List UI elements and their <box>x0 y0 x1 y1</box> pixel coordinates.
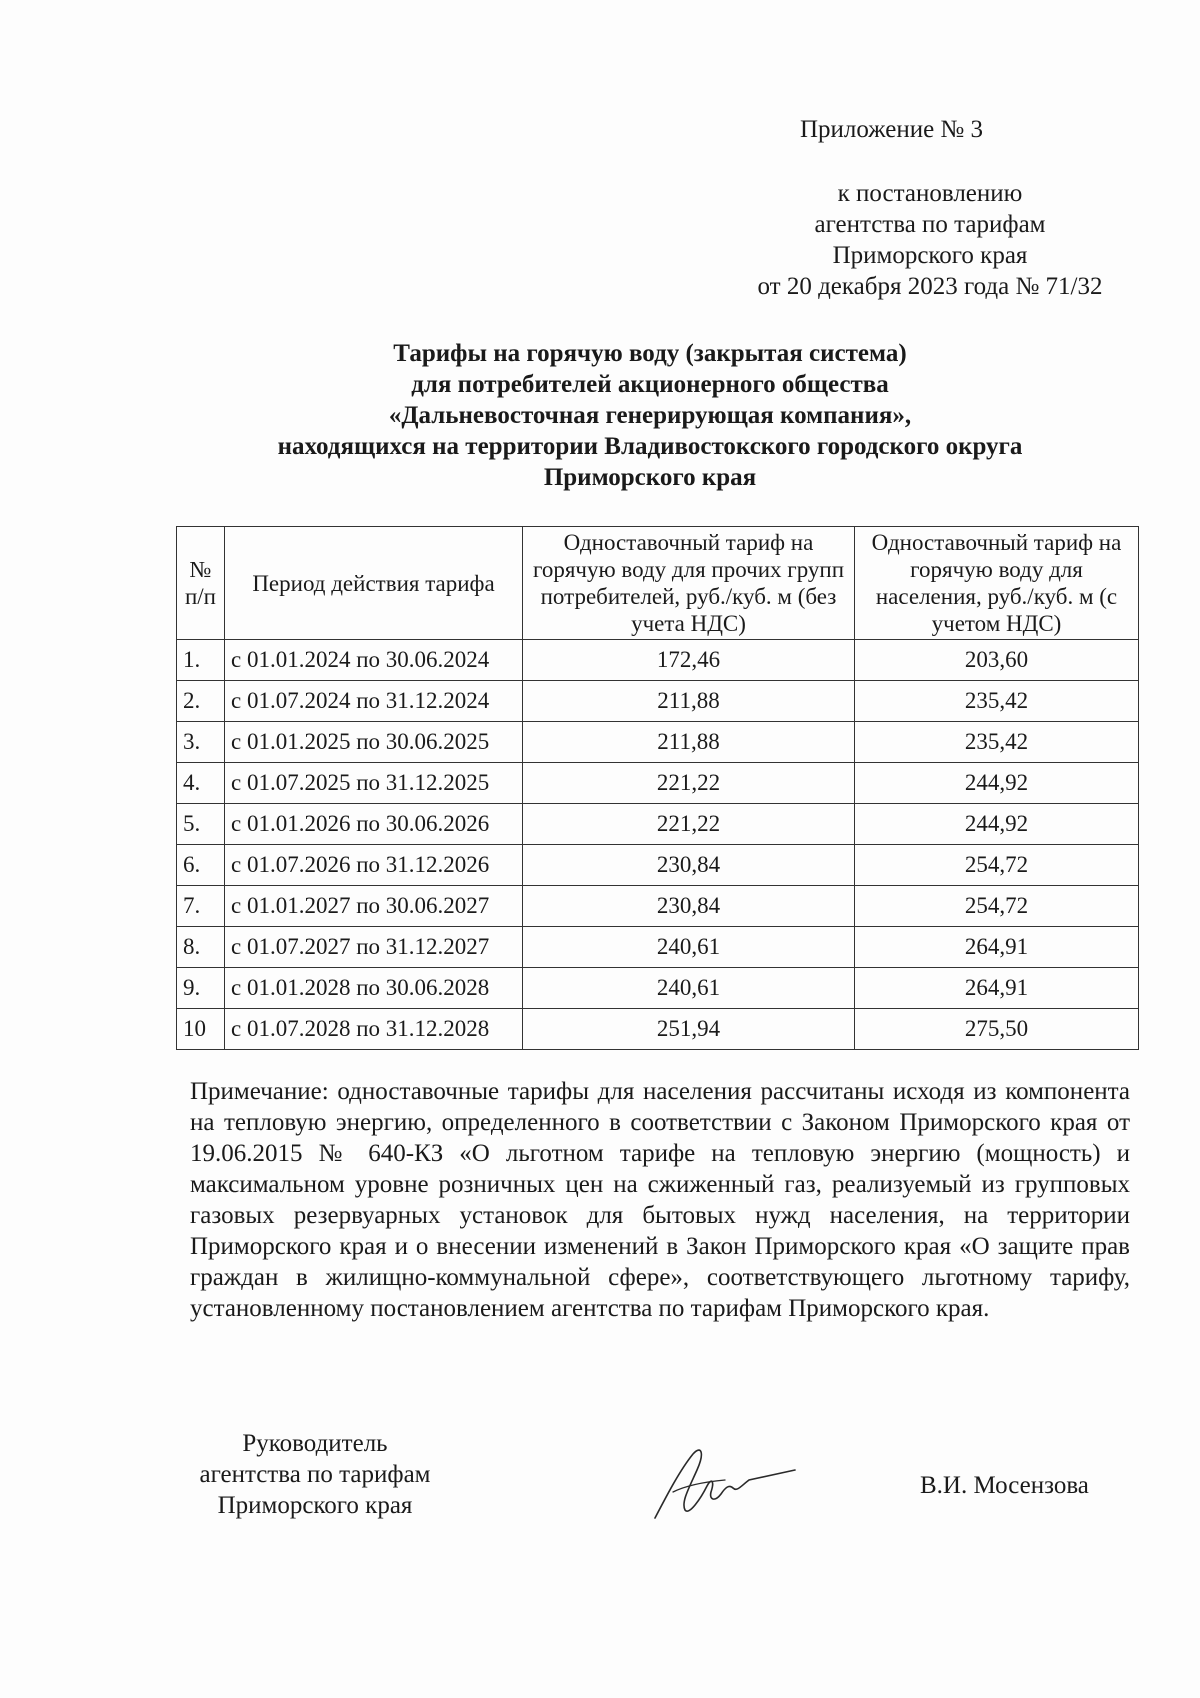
cell-period: с 01.07.2028 по 31.12.2028 <box>225 1009 523 1050</box>
note-paragraph: Примечание: одноставочные тарифы для населения рассчитаны исходя из компонента на тепловую энергию, определенного в соответствии с Законом Приморского края от 19.06.2015 № 640-КЗ «О льготном тарифе на тепловую энергию (мощность) и максимальном уровне розничных цен на сжиженный газ, реализуемый из групповых газовых резервуарных установок для бытовых нужд населения, на территории Приморского края и о внесении изменений в Закон Приморского края «О защите прав граждан в жилищно-коммунальной сфере», соответствующего льготному тарифу, установленному постановлением агентства по тарифам Приморского края. <box>190 1078 1130 1322</box>
position-line: агентства по тарифам <box>199 1461 431 1488</box>
header-tariff-other: Одноставочный тариф на горячую воду для прочих групп потребителей, руб./куб. м (без учета НДС) <box>523 527 855 640</box>
cell-tariff-population: 254,72 <box>855 886 1139 927</box>
table-row <box>177 1009 1139 1050</box>
cell-num: 8. <box>177 927 225 968</box>
cell-num: 3. <box>177 722 225 763</box>
cell-tariff-population: 275,50 <box>855 1009 1139 1050</box>
cell-num: 5. <box>177 804 225 845</box>
appendix-reference <box>700 178 1160 302</box>
table-header-row <box>177 527 1139 640</box>
appendix-line: агентства по тарифам <box>814 211 1046 238</box>
cell-tariff-other: 230,84 <box>523 886 855 927</box>
cell-num: 6. <box>177 845 225 886</box>
title-line: находящихся на территории Владивостокского городского округа <box>277 433 1023 460</box>
position-line: Руководитель <box>242 1430 388 1457</box>
header-num: № п/п <box>177 527 225 640</box>
cell-period: с 01.07.2027 по 31.12.2027 <box>225 927 523 968</box>
cell-num: 1. <box>177 640 225 681</box>
cell-num: 2. <box>177 681 225 722</box>
table-row <box>177 927 1139 968</box>
cell-tariff-population: 244,92 <box>855 804 1139 845</box>
cell-tariff-other: 240,61 <box>523 927 855 968</box>
cell-tariff-population: 235,42 <box>855 722 1139 763</box>
title-line: Приморского края <box>543 464 757 491</box>
cell-tariff-population: 235,42 <box>855 681 1139 722</box>
document-title <box>100 338 1200 493</box>
cell-tariff-population: 254,72 <box>855 845 1139 886</box>
cell-period: с 01.01.2026 по 30.06.2026 <box>225 804 523 845</box>
cell-period: с 01.07.2026 по 31.12.2026 <box>225 845 523 886</box>
cell-period: с 01.01.2028 по 30.06.2028 <box>225 968 523 1009</box>
cell-tariff-other: 211,88 <box>523 681 855 722</box>
cell-period: с 01.01.2024 по 30.06.2024 <box>225 640 523 681</box>
table-row <box>177 763 1139 804</box>
table-row <box>177 968 1139 1009</box>
table-row <box>177 845 1139 886</box>
cell-num: 4. <box>177 763 225 804</box>
table-row <box>177 722 1139 763</box>
title-line: для потребителей акционерного общества <box>411 371 889 398</box>
signatory-name: В.И. Мосензова <box>920 1472 1089 1499</box>
cell-tariff-other: 172,46 <box>523 640 855 681</box>
title-line: Тарифы на горячую воду (закрытая система) <box>393 340 907 367</box>
cell-tariff-population: 264,91 <box>855 968 1139 1009</box>
tariff-table <box>176 526 1139 1050</box>
cell-period: с 01.01.2025 по 30.06.2025 <box>225 722 523 763</box>
header-period: Период действия тарифа <box>225 527 523 640</box>
handwritten-signature <box>645 1440 805 1530</box>
cell-tariff-other: 251,94 <box>523 1009 855 1050</box>
cell-tariff-population: 203,60 <box>855 640 1139 681</box>
table-row <box>177 886 1139 927</box>
tariff-table-body <box>177 640 1139 1050</box>
table-row <box>177 681 1139 722</box>
position-line: Приморского края <box>217 1492 413 1519</box>
cell-period: с 01.01.2027 по 30.06.2027 <box>225 886 523 927</box>
header-tariff-population: Одноставочный тариф на горячую воду для населения, руб./куб. м (с учетом НДС) <box>855 527 1139 640</box>
cell-tariff-population: 244,92 <box>855 763 1139 804</box>
cell-num: 10 <box>177 1009 225 1050</box>
title-line: «Дальневосточная генерирующая компания», <box>388 402 912 429</box>
cell-num: 7. <box>177 886 225 927</box>
appendix-line: к постановлению <box>837 180 1023 207</box>
table-row <box>177 640 1139 681</box>
cell-period: с 01.07.2024 по 31.12.2024 <box>225 681 523 722</box>
appendix-line: Приморского края <box>832 242 1028 269</box>
cell-tariff-other: 221,22 <box>523 763 855 804</box>
cell-tariff-population: 264,91 <box>855 927 1139 968</box>
cell-tariff-other: 240,61 <box>523 968 855 1009</box>
cell-period: с 01.07.2025 по 31.12.2025 <box>225 763 523 804</box>
appendix-title: Приложение № 3 <box>800 116 984 143</box>
cell-tariff-other: 230,84 <box>523 845 855 886</box>
cell-tariff-other: 211,88 <box>523 722 855 763</box>
table-row <box>177 804 1139 845</box>
cell-num: 9. <box>177 968 225 1009</box>
appendix-line: от 20 декабря 2023 года № 71/32 <box>757 273 1103 300</box>
cell-tariff-other: 221,22 <box>523 804 855 845</box>
signatory-position <box>150 1428 480 1521</box>
